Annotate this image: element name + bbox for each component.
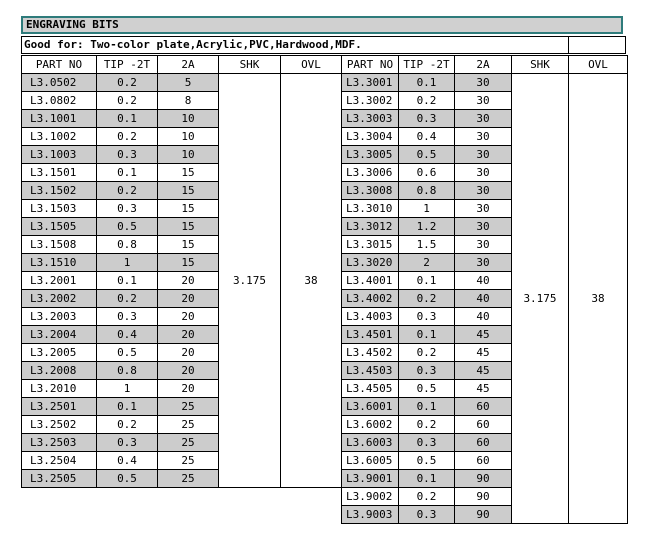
part-no-cell: L3.1003 [22, 146, 97, 164]
right-header-row [342, 56, 628, 74]
tip-cell: 0.5 [97, 470, 158, 488]
two-a-cell: 45 [455, 362, 512, 380]
tip-cell: 0.6 [399, 164, 455, 182]
two-a-cell: 20 [158, 290, 219, 308]
two-a-cell: 90 [455, 470, 512, 488]
part-no-cell: L3.4502 [342, 344, 399, 362]
part-no-cell: L3.2505 [22, 470, 97, 488]
two-a-cell: 30 [455, 92, 512, 110]
left-spec-table [21, 55, 342, 488]
table-row [342, 74, 628, 92]
two-a-cell: 10 [158, 128, 219, 146]
tip-cell: 0.3 [399, 506, 455, 524]
part-no-cell: L3.6003 [342, 434, 399, 452]
tip-cell: 0.3 [399, 110, 455, 128]
tip-cell: 0.8 [399, 182, 455, 200]
tip-cell: 0.4 [97, 326, 158, 344]
header-part-no: PART NO [22, 56, 97, 74]
part-no-cell: L3.3001 [342, 74, 399, 92]
part-no-cell: L3.2003 [22, 308, 97, 326]
tip-cell: 0.3 [97, 434, 158, 452]
part-no-cell: L3.4505 [342, 380, 399, 398]
header-ovl: OVL [281, 56, 342, 74]
header-shk: SHK [219, 56, 281, 74]
part-no-cell: L3.2501 [22, 398, 97, 416]
header-ovl: OVL [569, 56, 628, 74]
two-a-cell: 30 [455, 200, 512, 218]
two-a-cell: 25 [158, 416, 219, 434]
tip-cell: 0.2 [399, 416, 455, 434]
tip-cell: 0.5 [399, 146, 455, 164]
tip-cell: 0.1 [399, 326, 455, 344]
two-a-cell: 20 [158, 344, 219, 362]
two-a-cell: 40 [455, 290, 512, 308]
part-no-cell: L3.3012 [342, 218, 399, 236]
sheet-title: ENGRAVING BITS [21, 16, 623, 34]
part-no-cell: L3.0802 [22, 92, 97, 110]
part-no-cell: L3.4001 [342, 272, 399, 290]
tip-cell: 2 [399, 254, 455, 272]
two-a-cell: 10 [158, 110, 219, 128]
two-a-cell: 30 [455, 146, 512, 164]
tip-cell: 0.3 [399, 434, 455, 452]
tip-cell: 0.1 [399, 272, 455, 290]
tip-cell: 1.2 [399, 218, 455, 236]
part-no-cell: L3.4501 [342, 326, 399, 344]
tip-cell: 0.2 [97, 182, 158, 200]
part-no-cell: L3.9003 [342, 506, 399, 524]
part-no-cell: L3.3005 [342, 146, 399, 164]
tip-cell: 0.2 [399, 488, 455, 506]
part-no-cell: L3.4503 [342, 362, 399, 380]
good-for-note: Good for: Two-color plate,Acrylic,PVC,Hardwood,MDF. [21, 36, 569, 54]
overall-length-cell: 38 [569, 74, 628, 524]
two-a-cell: 40 [455, 272, 512, 290]
tip-cell: 0.1 [399, 470, 455, 488]
part-no-cell: L3.2503 [22, 434, 97, 452]
two-a-cell: 15 [158, 164, 219, 182]
two-a-cell: 10 [158, 146, 219, 164]
two-a-cell: 45 [455, 326, 512, 344]
part-no-cell: L3.3006 [342, 164, 399, 182]
two-a-cell: 90 [455, 506, 512, 524]
part-no-cell: L3.1503 [22, 200, 97, 218]
part-no-cell: L3.1002 [22, 128, 97, 146]
tip-cell: 0.3 [97, 308, 158, 326]
left-header-row [22, 56, 342, 74]
part-no-cell: L3.2001 [22, 272, 97, 290]
tip-cell: 1 [97, 380, 158, 398]
tip-cell: 1 [97, 254, 158, 272]
tip-cell: 0.2 [97, 92, 158, 110]
part-no-cell: L3.1502 [22, 182, 97, 200]
right-spec-table [341, 55, 628, 524]
part-no-cell: L3.2002 [22, 290, 97, 308]
part-no-cell: L3.2008 [22, 362, 97, 380]
tip-cell: 0.3 [97, 146, 158, 164]
tip-cell: 0.4 [97, 452, 158, 470]
two-a-cell: 40 [455, 308, 512, 326]
part-no-cell: L3.6005 [342, 452, 399, 470]
tip-cell: 0.1 [97, 398, 158, 416]
part-no-cell: L3.3010 [342, 200, 399, 218]
part-no-cell: L3.2502 [22, 416, 97, 434]
two-a-cell: 5 [158, 74, 219, 92]
two-a-cell: 20 [158, 380, 219, 398]
two-a-cell: 15 [158, 200, 219, 218]
part-no-cell: L3.3008 [342, 182, 399, 200]
part-no-cell: L3.9002 [342, 488, 399, 506]
tip-cell: 0.3 [399, 308, 455, 326]
tip-cell: 0.5 [399, 380, 455, 398]
two-a-cell: 30 [455, 74, 512, 92]
part-no-cell: L3.2005 [22, 344, 97, 362]
shank-cell: 3.175 [219, 74, 281, 488]
part-no-cell: L3.2504 [22, 452, 97, 470]
part-no-cell: L3.2004 [22, 326, 97, 344]
tip-cell: 0.8 [97, 236, 158, 254]
tip-cell: 0.8 [97, 362, 158, 380]
good-for-spacer [568, 36, 626, 54]
tip-cell: 0.2 [97, 290, 158, 308]
header-2a: 2A [158, 56, 219, 74]
tip-cell: 0.1 [399, 398, 455, 416]
two-a-cell: 60 [455, 416, 512, 434]
part-no-cell: L3.3020 [342, 254, 399, 272]
part-no-cell: L3.3004 [342, 128, 399, 146]
two-a-cell: 60 [455, 452, 512, 470]
two-a-cell: 30 [455, 254, 512, 272]
two-a-cell: 60 [455, 398, 512, 416]
two-a-cell: 25 [158, 452, 219, 470]
two-a-cell: 20 [158, 362, 219, 380]
shank-cell: 3.175 [512, 74, 569, 524]
overall-length-cell: 38 [281, 74, 342, 488]
tip-cell: 0.2 [399, 290, 455, 308]
header-tip: TIP -2T [399, 56, 455, 74]
two-a-cell: 30 [455, 164, 512, 182]
two-a-cell: 15 [158, 254, 219, 272]
tip-cell: 0.3 [97, 200, 158, 218]
two-a-cell: 15 [158, 236, 219, 254]
part-no-cell: L3.1501 [22, 164, 97, 182]
two-a-cell: 15 [158, 218, 219, 236]
two-a-cell: 8 [158, 92, 219, 110]
part-no-cell: L3.3002 [342, 92, 399, 110]
part-no-cell: L3.4002 [342, 290, 399, 308]
part-no-cell: L3.3003 [342, 110, 399, 128]
part-no-cell: L3.4003 [342, 308, 399, 326]
two-a-cell: 25 [158, 470, 219, 488]
two-a-cell: 30 [455, 236, 512, 254]
tip-cell: 0.2 [97, 74, 158, 92]
tip-cell: 0.1 [399, 74, 455, 92]
two-a-cell: 25 [158, 398, 219, 416]
part-no-cell: L3.1505 [22, 218, 97, 236]
tip-cell: 0.3 [399, 362, 455, 380]
table-row [22, 74, 342, 92]
tip-cell: 1 [399, 200, 455, 218]
tip-cell: 0.2 [97, 128, 158, 146]
tip-cell: 0.1 [97, 272, 158, 290]
tip-cell: 0.2 [399, 344, 455, 362]
two-a-cell: 25 [158, 434, 219, 452]
header-tip: TIP -2T [97, 56, 158, 74]
two-a-cell: 30 [455, 110, 512, 128]
part-no-cell: L3.1508 [22, 236, 97, 254]
header-shk: SHK [512, 56, 569, 74]
two-a-cell: 20 [158, 326, 219, 344]
two-a-cell: 60 [455, 434, 512, 452]
part-no-cell: L3.6002 [342, 416, 399, 434]
tip-cell: 0.2 [97, 416, 158, 434]
two-a-cell: 20 [158, 272, 219, 290]
tip-cell: 0.5 [399, 452, 455, 470]
tip-cell: 0.2 [399, 92, 455, 110]
header-2a: 2A [455, 56, 512, 74]
part-no-cell: L3.1510 [22, 254, 97, 272]
two-a-cell: 45 [455, 380, 512, 398]
header-part-no: PART NO [342, 56, 399, 74]
two-a-cell: 30 [455, 218, 512, 236]
two-a-cell: 20 [158, 308, 219, 326]
two-a-cell: 30 [455, 182, 512, 200]
part-no-cell: L3.1001 [22, 110, 97, 128]
tip-cell: 1.5 [399, 236, 455, 254]
part-no-cell: L3.2010 [22, 380, 97, 398]
tip-cell: 0.4 [399, 128, 455, 146]
tip-cell: 0.5 [97, 218, 158, 236]
part-no-cell: L3.6001 [342, 398, 399, 416]
tip-cell: 0.1 [97, 164, 158, 182]
two-a-cell: 90 [455, 488, 512, 506]
tip-cell: 0.5 [97, 344, 158, 362]
two-a-cell: 15 [158, 182, 219, 200]
part-no-cell: L3.9001 [342, 470, 399, 488]
part-no-cell: L3.0502 [22, 74, 97, 92]
tip-cell: 0.1 [97, 110, 158, 128]
two-a-cell: 30 [455, 128, 512, 146]
part-no-cell: L3.3015 [342, 236, 399, 254]
two-a-cell: 45 [455, 344, 512, 362]
